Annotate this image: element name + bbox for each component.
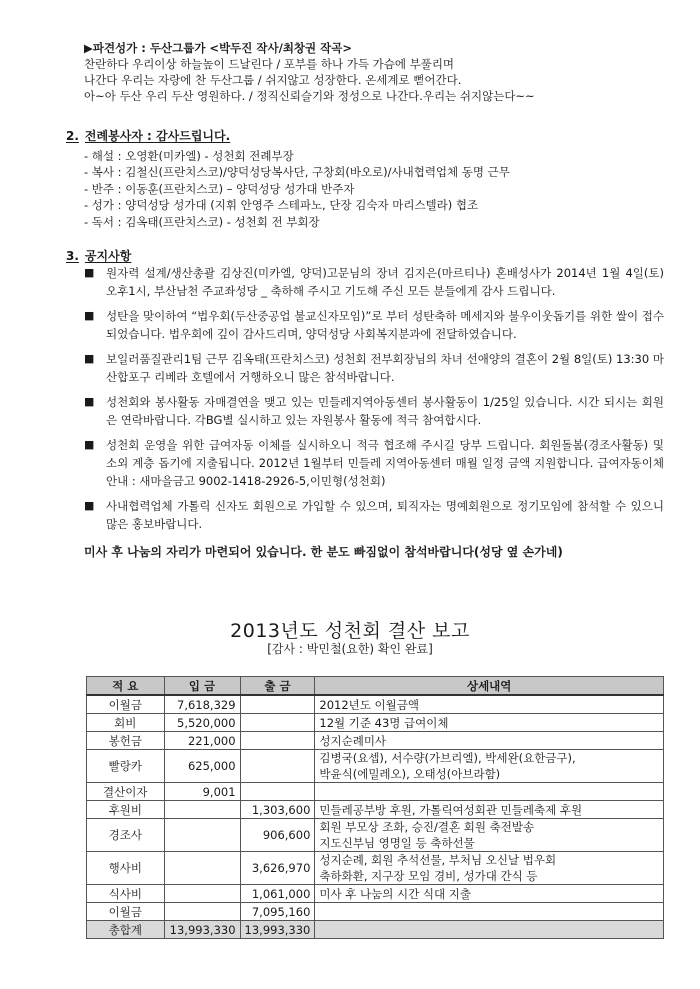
total-expense: 13,993,330 (240, 921, 315, 939)
cell-item: 이월금 (87, 903, 165, 921)
notice-item (84, 264, 664, 300)
cell-item: 행사비 (87, 852, 165, 885)
hymn-line: 찬란하다 우리이상 하늘높이 드날린다 / 포부를 하나 가득 가슴에 부풀리며 (84, 57, 455, 71)
total-income: 13,993,330 (164, 921, 240, 939)
table-row (87, 714, 664, 732)
table-row (87, 801, 664, 819)
closing-announcement: 미사 후 나눔의 자리가 마련되어 있습니다. 한 분도 빠짐없이 참석바랍니다(성당 옆 손가네) (84, 545, 563, 559)
square-bullet-icon: ■ (84, 266, 95, 279)
cell-income (164, 819, 240, 852)
cell-detail (315, 852, 664, 885)
cell-detail (315, 819, 664, 852)
square-bullet-icon: ■ (84, 352, 95, 365)
cell-expense (240, 783, 315, 801)
notice-item (84, 497, 664, 533)
column-header-detail: 상세내역 (315, 677, 664, 696)
cell-detail (315, 903, 664, 921)
minister-item: - 성가 : 양덕성당 성가대 (지휘 안영주 스테파노, 단장 김숙자 마리스텔라) 협조 (84, 198, 479, 213)
cell-income: 5,520,000 (164, 714, 240, 732)
cell-item: 회비 (87, 714, 165, 732)
total-label: 총합계 (87, 921, 165, 939)
table-row (87, 695, 664, 714)
cell-item: 경조사 (87, 819, 165, 852)
square-bullet-icon: ■ (84, 499, 95, 512)
cell-detail: 12월 기준 43명 급여이체 (315, 714, 664, 732)
notice-text: 성탄을 맞이하여 “법우회(두산중공업 불교신자모임)”로 부터 성탄축하 메세지와 불우이웃돕기를 위한 쌀이 접수되었습니다. 법우회에 깊이 감사드리며, 양덕성당 사회복지분과에 전달하였습니다. (106, 309, 664, 341)
minister-item: - 복사 : 김철신(프란치스코)/양덕성당복사단, 구창회(바오로)/사내협력업체 동명 근무 (84, 165, 510, 180)
cell-detail (315, 783, 664, 801)
cell-detail (315, 750, 664, 783)
column-header-expense: 출 금 (240, 677, 315, 696)
table-row (87, 903, 664, 921)
table-row (87, 732, 664, 750)
cell-detail: 민들레공부방 후원, 가톨릭여성회관 민들레축제 후원 (315, 801, 664, 819)
cell-detail: 미사 후 나눔의 시간 식대 지출 (315, 885, 664, 903)
detail-line: 지도신부님 영명일 등 축하선물 (319, 836, 475, 850)
cell-expense (240, 732, 315, 750)
cell-income (164, 885, 240, 903)
cell-expense (240, 714, 315, 732)
report-subtitle: [감사 : 박민철(요한) 확인 완료] (267, 642, 433, 656)
table-row (87, 750, 664, 783)
minister-item: - 해설 : 오영환(미카엘) - 성천회 전례부장 (84, 149, 294, 163)
column-header-item: 적 요 (87, 677, 165, 696)
notice-text: 원자력 설계/생산총괄 김상진(미카엘, 양덕)고문님의 장녀 김지은(마르티나) 혼배성사가 2014년 1월 4일(토) 오후1시, 부산남천 주교좌성당 _ 축하해 주시고 기도해 주신 모든 분들에게 감사 드립니다. (106, 266, 664, 298)
section-heading-ministers (66, 127, 230, 144)
square-bullet-icon: ■ (84, 309, 95, 322)
settlement-table (86, 676, 664, 939)
cell-expense: 1,303,600 (240, 801, 315, 819)
column-header-income: 입 금 (164, 677, 240, 696)
table-row (87, 783, 664, 801)
table-row (87, 852, 664, 885)
section-number: 3. (66, 249, 79, 263)
square-bullet-icon: ■ (84, 438, 95, 451)
cell-item: 후원비 (87, 801, 165, 819)
notice-text: 사내협력업체 가톨릭 신자도 회원으로 가입할 수 있으며, 퇴직자는 명예회원으로 정기모임에 참석할 수 있으니 많은 홍보바랍니다. (106, 499, 664, 531)
cell-income: 221,000 (164, 732, 240, 750)
dispatch-hymn (84, 40, 664, 104)
cell-item: 봉헌금 (87, 732, 165, 750)
cell-income: 9,001 (164, 783, 240, 801)
square-bullet-icon: ■ (84, 395, 95, 408)
cell-income (164, 903, 240, 921)
cell-income (164, 852, 240, 885)
minister-item: - 반주 : 이동훈(프란치스코) – 양덕성당 성가대 반주자 (84, 181, 355, 196)
cell-income (164, 801, 240, 819)
section-title: 전례봉사자 : 감사드립니다. (84, 129, 231, 143)
cell-expense (240, 750, 315, 783)
cell-income: 7,618,329 (164, 695, 240, 714)
table-row (87, 819, 664, 852)
notice-item (84, 307, 664, 343)
cell-item: 식사비 (87, 885, 165, 903)
hymn-line: 아~아 두산 우리 두산 영원하다. / 정직신뢰슬기와 정성으로 나간다.우리는 쉬지않는다~~ (84, 89, 535, 103)
section-title: 공지사항 (84, 249, 132, 263)
notice-text: 보일러품질관리1팀 근무 김옥태(프란치스코) 성천회 전부회장님의 차녀 선애양의 결혼이 2월 8일(토) 13:30 마산합포구 리베라 호텔에서 거행하오니 많은 참석바랍니다. (106, 352, 664, 384)
detail-line: 김병국(요셉), 서수량(가브리엘), 박세완(요한금구), (319, 751, 576, 765)
hymn-title: ▶파견성가 : 두산그룹가 <박두진 작사/최창권 작곡> (84, 41, 353, 55)
minister-item: - 독서 : 김옥태(프란치스코) - 성천회 전 부회장 (84, 214, 320, 229)
notice-item (84, 436, 664, 490)
cell-expense: 906,600 (240, 819, 315, 852)
table-row (87, 885, 664, 903)
detail-line: 성지순례, 회원 추석선물, 부처님 오신날 법우회 (319, 853, 557, 867)
cell-item: 빨랑카 (87, 750, 165, 783)
cell-expense: 1,061,000 (240, 885, 315, 903)
total-row (87, 921, 664, 939)
report-title: 2013년도 성천회 결산 보고 (230, 620, 470, 642)
detail-line: 축하화환, 지구장 모임 경비, 성가대 간식 등 (319, 869, 538, 883)
ministers-list (84, 148, 664, 230)
section-heading-notices (66, 247, 131, 264)
hymn-line: 나간다 우리는 자랑에 찬 두산그룹 / 쉬지않고 성장한다. 온세계로 뻗어간다. (84, 73, 462, 87)
notice-text: 성천회 운영을 위한 급여자동 이체를 실시하오니 적극 협조해 주시길 당부 드립니다. 회원돌봄(경조사활동) 및 소외 계층 돕기에 지출됩니다. 2012년 1월부터 민들레 지역아동센터 매월 일정 금액 지원합니다. 급여자동이체안내 : 새마을금고 9002-1418-2926-5,이민형(성천회) (106, 438, 664, 488)
cell-expense: 7,095,160 (240, 903, 315, 921)
cell-item: 이월금 (87, 695, 165, 714)
table-header-row (87, 677, 664, 696)
notices-list (84, 264, 664, 560)
notice-text: 성천회와 봉사활동 자매결연을 맺고 있는 민들레지역아동센터 봉사활동이 1/25일 있습니다. 시간 되시는 회원은 연락바랍니다. 각BG별 실시하고 있는 자원봉사 활동에 적극 참여합시다. (106, 395, 664, 427)
notice-item (84, 350, 664, 386)
cell-income: 625,000 (164, 750, 240, 783)
cell-expense (240, 695, 315, 714)
detail-line: 박윤식(에밀레오), 오태성(아브라함) (319, 767, 501, 781)
notice-item (84, 393, 664, 429)
cell-expense: 3,626,970 (240, 852, 315, 885)
total-detail (315, 921, 664, 939)
cell-detail: 2012년도 이월금액 (315, 695, 664, 714)
cell-item: 결산이자 (87, 783, 165, 801)
cell-detail: 성지순례미사 (315, 732, 664, 750)
detail-line: 회원 부모상 조화, 승진/결혼 회원 축전발송 (319, 820, 535, 834)
section-number: 2. (66, 129, 79, 143)
